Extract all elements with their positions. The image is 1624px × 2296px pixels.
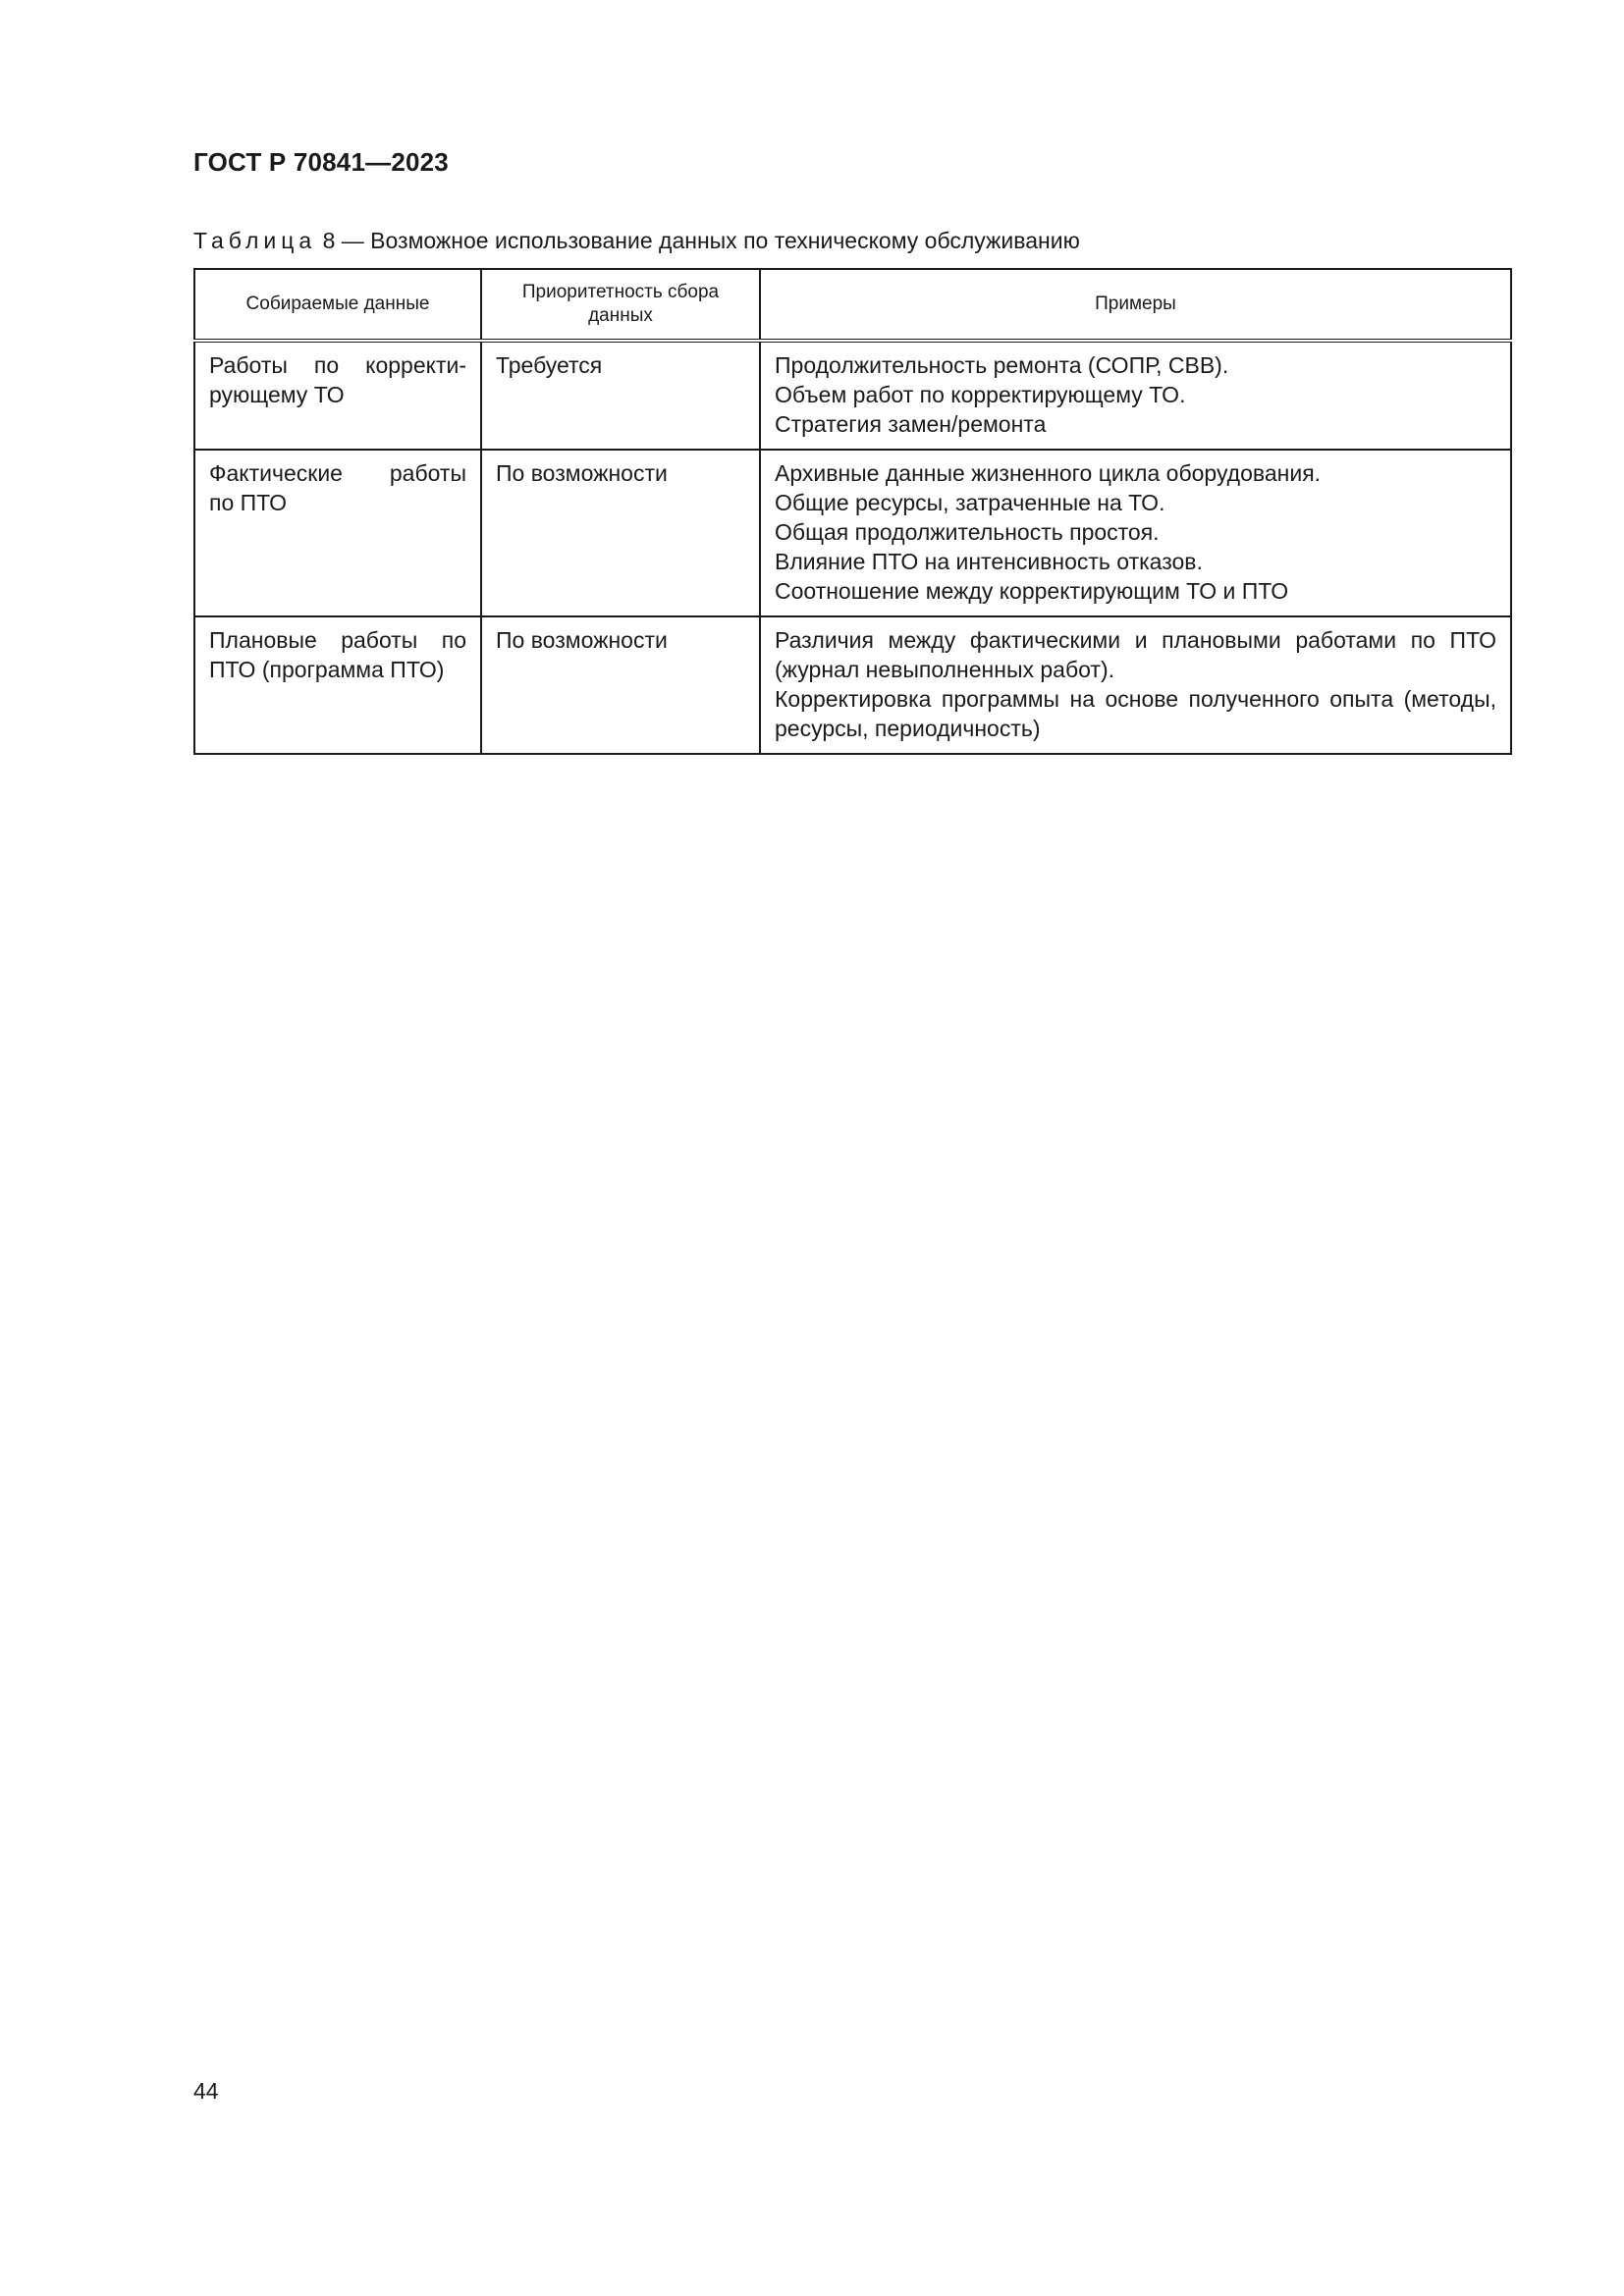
table-row [194,341,1511,450]
cell-priority: По возможности [481,450,760,616]
cell-collected-data [194,450,481,616]
example-line: Соотношение между корректирующим ТО и ПТО [775,578,1289,604]
cell-examples [760,450,1511,616]
cell-text-line: по ПТО [209,490,288,515]
cell-text-line: Работы по корректи- [209,352,466,378]
cell-priority: Требуется [481,341,760,450]
cell-collected-data [194,616,481,754]
table-row [194,616,1511,754]
cell-text-line: Фактические работы [209,460,466,486]
cell-priority: По возможности [481,616,760,754]
table-row [194,450,1511,616]
example-line: Общие ресурсы, затраченные на ТО. [775,490,1165,515]
maintenance-data-table [193,268,1512,755]
cell-examples [760,341,1511,450]
table-caption-text: 8 — Возможное использование данных по техническому обслуживанию [316,228,1080,253]
example-line: Архивные данные жизненного цикла оборудования. [775,460,1322,486]
cell-text-line: Плановые работы по [209,627,466,653]
column-header-collected-data: Собираемые данные [194,269,481,341]
table-caption [193,228,1080,254]
example-line: Влияние ПТО на интенсивность отказов. [775,549,1203,574]
cell-collected-data [194,341,481,450]
document-title: ГОСТ Р 70841—2023 [193,147,449,177]
example-line: Корректировка программы на основе полученного опыта (методы, ресурсы, периодичность) [775,686,1496,741]
table-caption-label: Таблица [193,228,317,253]
page-number: 44 [193,2078,219,2104]
column-header-priority: Приоритетность сбора данных [481,269,760,341]
example-line: Продолжительность ремонта (СОПР, СВВ). [775,352,1229,378]
cell-text-line: рующему ТО [209,382,345,407]
example-line: Объем работ по корректирующему ТО. [775,382,1186,407]
example-line: Стратегия замен/ремонта [775,411,1047,437]
example-line: Различия между фактическими и плановыми работами по ПТО (журнал невыполненных работ). [775,627,1496,682]
column-header-examples: Примеры [760,269,1511,341]
table-container [193,268,1510,755]
example-line: Общая продолжительность простоя. [775,519,1160,545]
cell-examples [760,616,1511,754]
table-header-row [194,269,1511,341]
cell-text-line: ПТО (программа ПТО) [209,657,445,682]
